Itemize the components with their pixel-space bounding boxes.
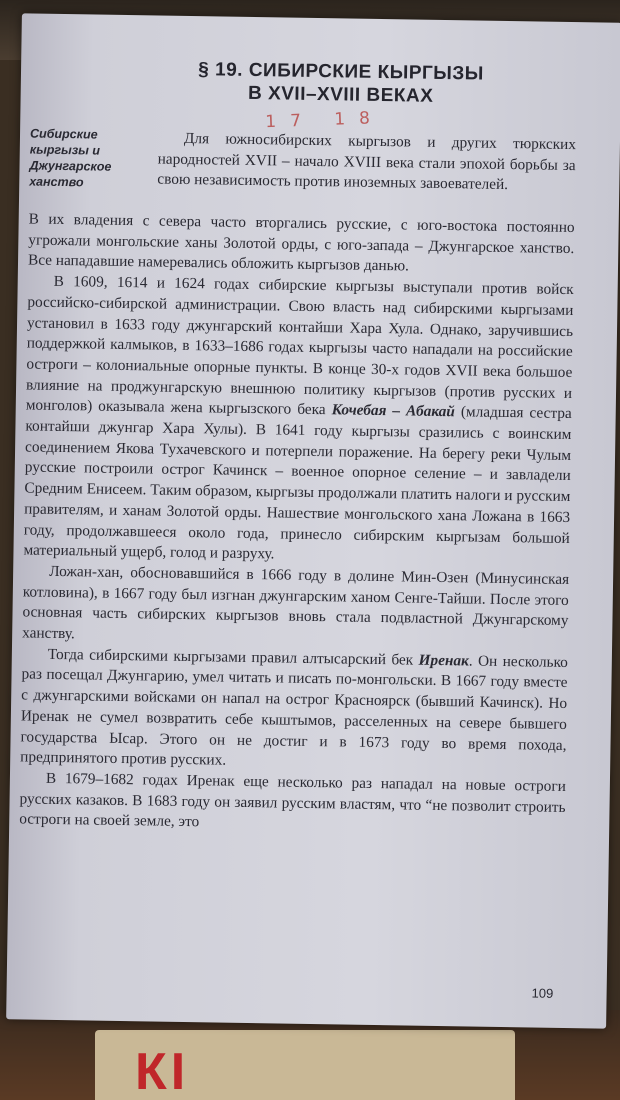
name-kochebay-abakay: Кочебая – Абакай bbox=[331, 401, 456, 421]
paragraph-1-end: В их владения с севера часто вторгались русские, с юго-востока постоянно угрожали монгольские ханы Золотой орды, с юго-запада – Джунгарское ханство. Все нападавшие намеревались обложить кыргызов данью. bbox=[27, 210, 575, 275]
paragraph-4-part2: . Он несколько раз посещал Джунгарию, умел читать и писать по-монгольски. В 1667 году вместе с джунгарскими войсками он напал на острог Красноярск (бывший Качинск). Но Иренак не сумел возвратить себе кыштымов, расселенных на севере бывшего государства Ысар. Этого он не достиг и в 1673 году во время похода, предпринятого против русских. bbox=[20, 652, 568, 769]
paragraph-3: Ложан-хан, обосновавшийся в 1666 году в долине Мин-Озен (Минусинская котловина), в 1667 году был изгнан джунгарским ханом Сенге-Тайши. После этого основная часть сибирских кыргызов вновь стала подвластной Джунгарскому ханству. bbox=[22, 562, 570, 643]
paragraph-2-part2: (младшая сестра контайши джунгар Хара Хулы). В 1641 году кыргызы сразились с воинским соединением Якова Тухачевского и потерпели поражение. На берегу реки Чулым русские построили острог Качинск – военное опорное селение – и завладели Средним Енисеем. Таким образом, кыргызы продолжали платить налоги и русским правителям, и ханам Золотой орды. Нашествие монгольского хана Ложана в 1663 году, продолжавшееся около года, принесло сибирским кыргызам большой материальный ущерб, голод и разруху. bbox=[23, 403, 572, 563]
name-irenak: Иренак bbox=[418, 651, 469, 670]
intro-paragraph-narrow bbox=[157, 129, 576, 198]
handwritten-note: 17 18 bbox=[264, 107, 385, 133]
paragraph-2 bbox=[23, 272, 573, 570]
paragraph-1-start: Для южносибирских кыргызов и других тюркских народностей XVII – начало XVIII века стали эпохой борьбы за свою независимость против иноземных завоевателей. bbox=[157, 129, 577, 194]
paragraph-2-part1: В 1609, 1614 и 1624 годах сибирские кыргызы выступали против войск российско-сибирской администрации. Свою власть над сибирскими кыргызами установил в 1633 году джунгарский контайши Хара Хула. Однако, заручившись поддержкой калмыков, в 1633–1686 годах кыргызы часто нападали на российские остроги – колониальные опорные пункты. В конце 30-х годов XVII века большое влияние на проджунгарскую внешнюю политику кыргызов (против русских и монголов) оказывала жена кыргызского бека bbox=[25, 272, 574, 419]
paragraph-4 bbox=[20, 644, 568, 777]
body-text bbox=[19, 209, 575, 839]
paragraph-5: В 1679–1682 годах Иренак еще несколько раз нападал на новые остроги русских казаков. В 1683 году он заявил русским властям, что “не позволит строить остроги на своей земле, это bbox=[19, 769, 566, 831]
chapter-title-line2: В XVII–XVIII ВЕКАХ bbox=[247, 82, 434, 107]
chapter-title-line1: § 19. СИБИРСКИЕ КЫРГЫЗЫ bbox=[198, 59, 485, 85]
chapter-title bbox=[126, 57, 557, 110]
background-book-letters: КІ bbox=[135, 1043, 190, 1100]
margin-sidenote: Сибирские кыргызы и Джунгарское ханство bbox=[29, 126, 112, 190]
background-book-cover bbox=[95, 1030, 515, 1100]
paragraph-4-part1: Тогда сибирскими кыргызами правил алтысарский бек bbox=[47, 645, 419, 669]
page-number: 109 bbox=[531, 985, 554, 1001]
book-page bbox=[6, 13, 620, 1028]
